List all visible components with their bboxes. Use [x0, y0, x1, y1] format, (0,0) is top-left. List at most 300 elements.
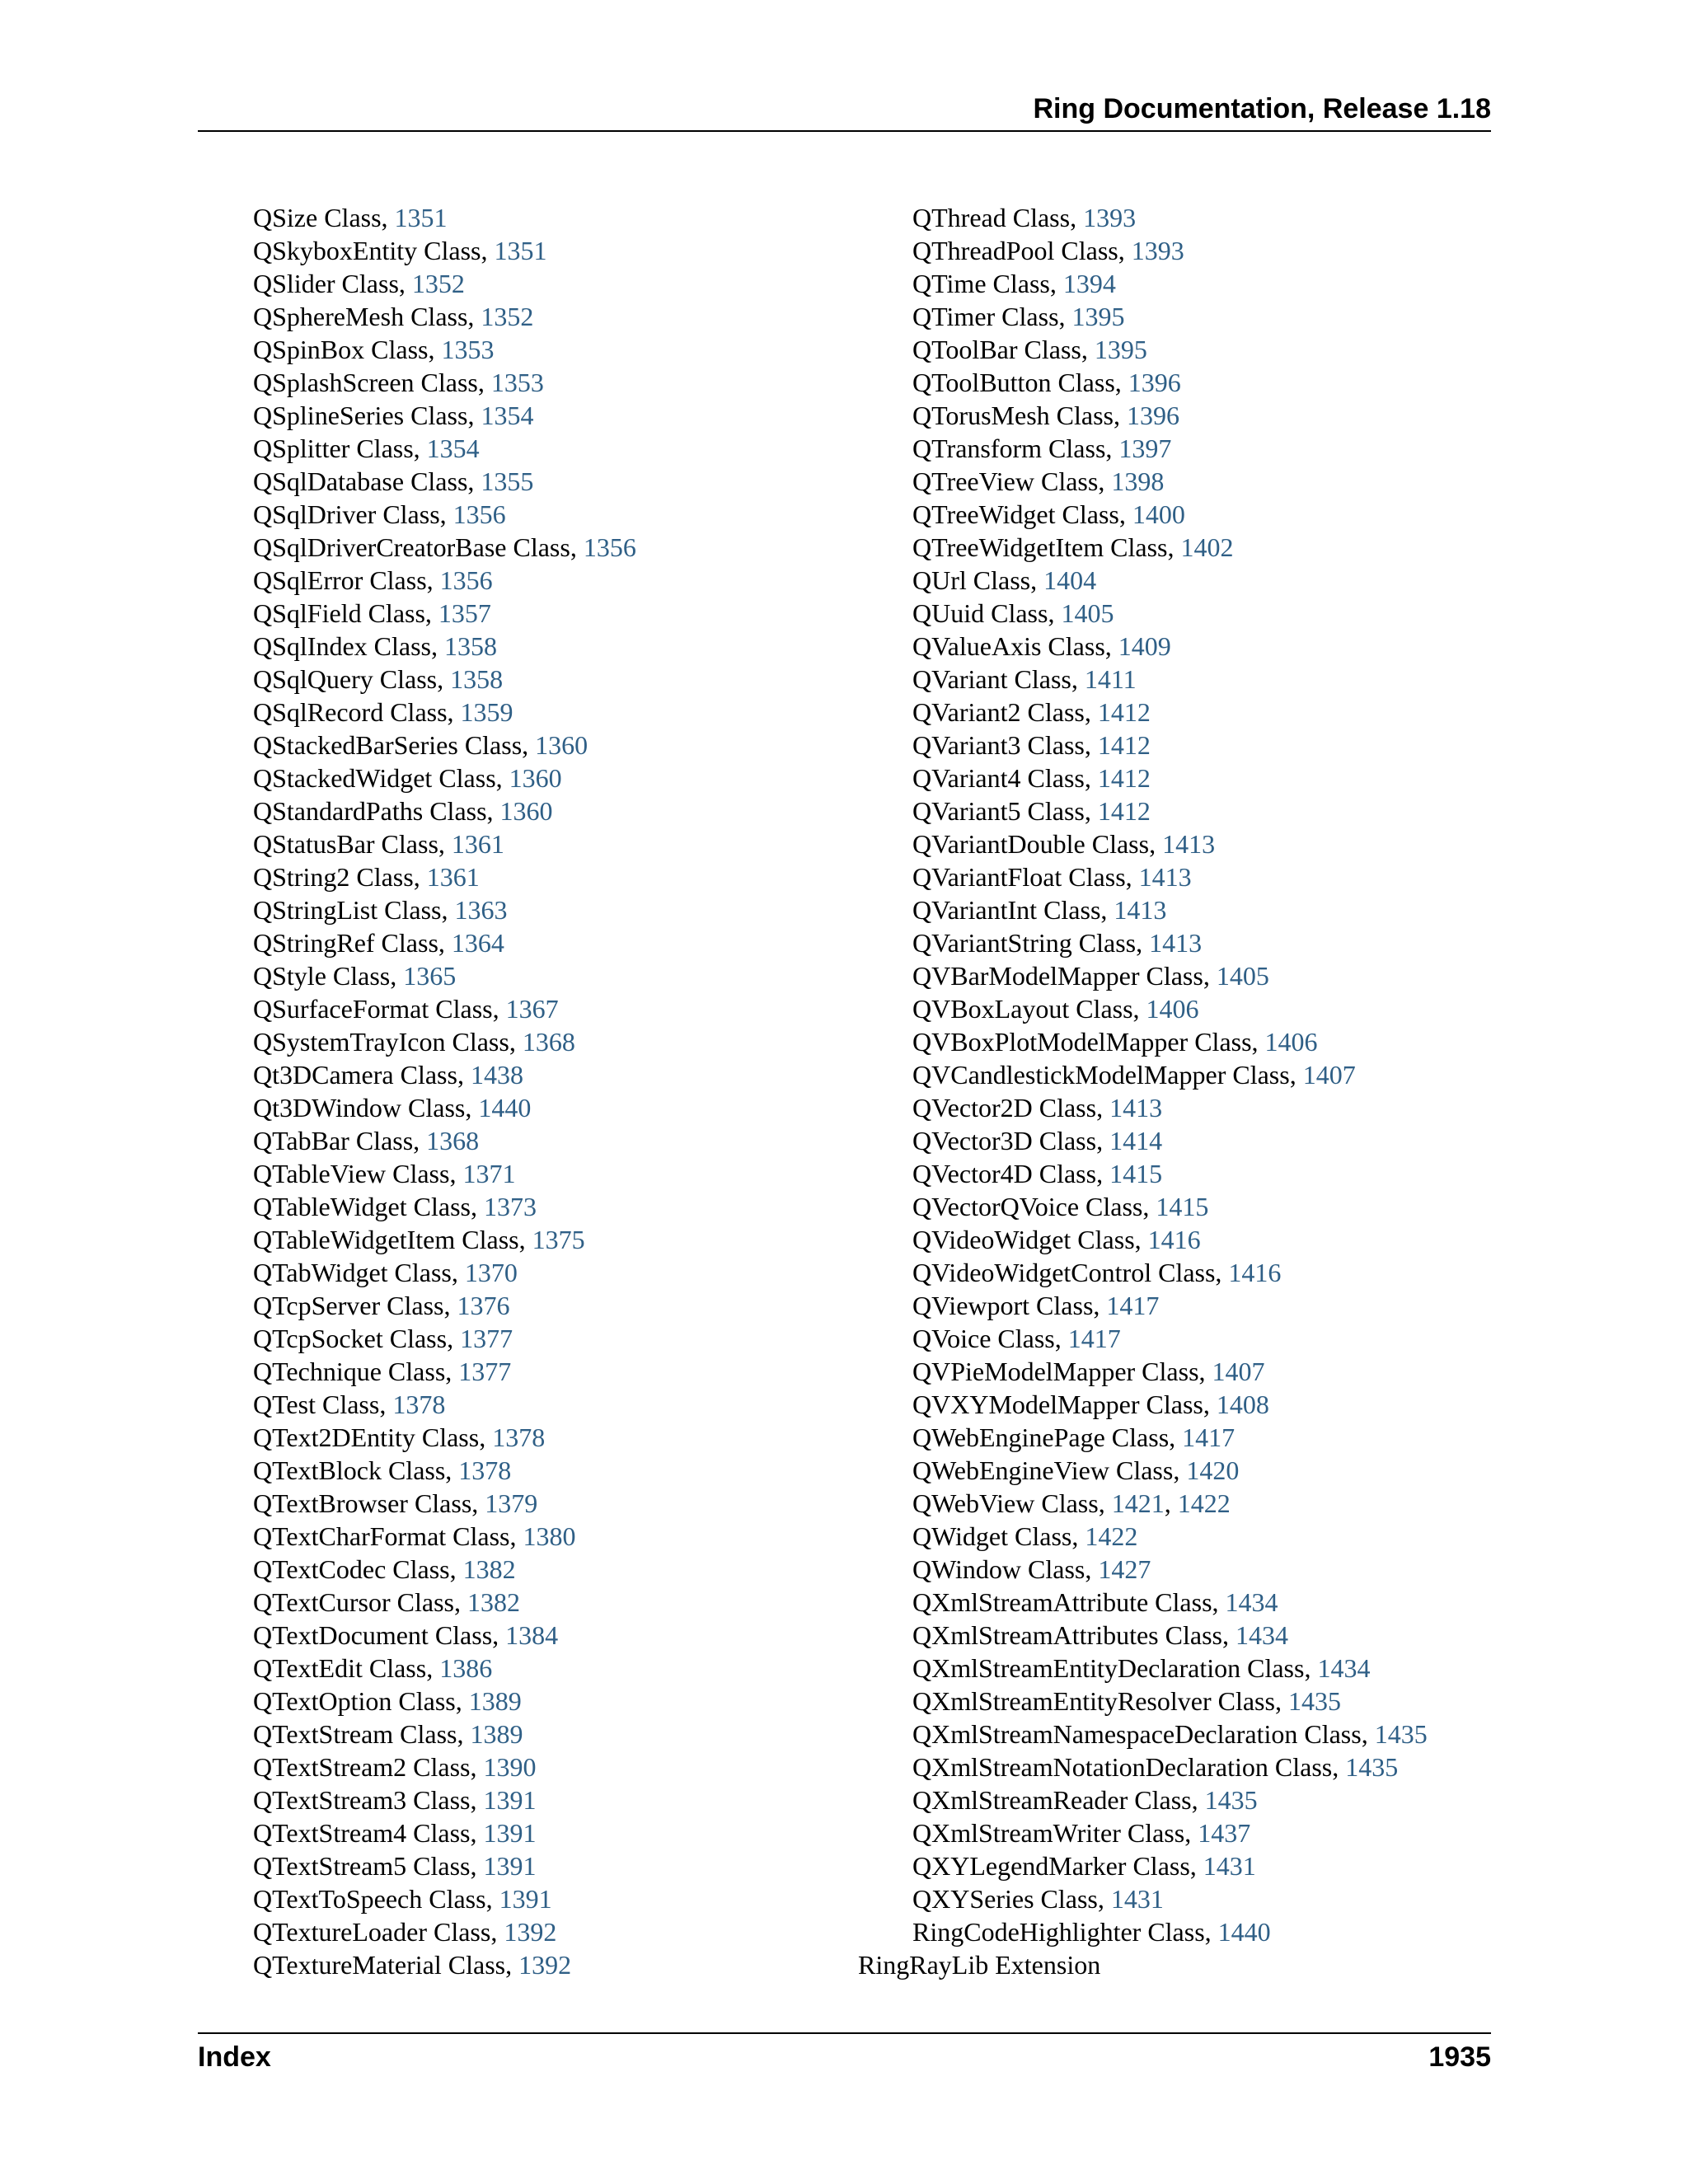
index-entry: Qt3DCamera Class, 1438 — [253, 1060, 523, 1090]
page-link[interactable]: 1438 — [470, 1060, 523, 1090]
page-link[interactable]: 1420 — [1186, 1455, 1240, 1485]
index-entry-name: QSize Class — [253, 203, 382, 232]
index-entry-name: QTreeView Class — [912, 466, 1099, 496]
index-entry: QTabBar Class, 1368 — [253, 1126, 480, 1155]
index-entry: QVCandlestickModelMapper Class, 1407 — [912, 1060, 1356, 1090]
index-entry-name: QSqlError Class — [253, 565, 427, 595]
index-entry: QText2DEntity Class, 1378 — [253, 1422, 546, 1452]
index-entry-name: QVariantFloat Class — [912, 862, 1126, 892]
index-entry: QStandardPaths Class, 1360 — [253, 796, 553, 826]
index-entry-name: QTabBar Class — [253, 1126, 414, 1155]
page-link[interactable]: 1431 — [1203, 1851, 1256, 1881]
index-entry-name: QXmlStreamAttribute Class — [912, 1587, 1212, 1617]
index-entry: QWebView Class, 1421, 1422 — [912, 1488, 1231, 1518]
page-link[interactable]: 1417 — [1067, 1324, 1121, 1353]
page-link[interactable]: 1391 — [499, 1884, 552, 1914]
index-entry-name: QText2DEntity Class — [253, 1422, 480, 1452]
index-entry: QTextStream4 Class, 1391 — [253, 1818, 537, 1848]
index-entry: QSurfaceFormat Class, 1367 — [253, 994, 559, 1024]
index-entry-name: QValueAxis Class — [912, 631, 1105, 661]
page-link[interactable]: 1412 — [1097, 763, 1151, 793]
page-link[interactable]: 1389 — [470, 1719, 523, 1749]
index-entry-name: QTextOption Class — [253, 1686, 456, 1716]
index-entry-name: QTechnique Class — [253, 1357, 446, 1386]
page-link[interactable]: 1390 — [483, 1752, 537, 1782]
index-entry-name: QUuid Class — [912, 598, 1048, 628]
index-entry-name: RingRayLib Extension — [858, 1950, 1101, 1980]
page-link[interactable]: 1421 — [1111, 1488, 1165, 1518]
index-entry: QSplineSeries Class, 1354 — [253, 401, 534, 430]
page-link[interactable]: 1396 — [1128, 368, 1181, 397]
index-entry-name: QViewport Class — [912, 1291, 1094, 1320]
index-entry: QVBoxPlotModelMapper Class, 1406 — [912, 1027, 1318, 1057]
index-entry-name: QSystemTrayIcon Class — [253, 1027, 509, 1057]
index-entry-name: QTextureLoader Class — [253, 1917, 491, 1947]
index-entry: QXmlStreamAttribute Class, 1434 — [912, 1587, 1278, 1617]
footer-page-number: 1935 — [1428, 2041, 1491, 2073]
page-link[interactable]: 1435 — [1204, 1785, 1258, 1815]
index-entry: QSkyboxEntity Class, 1351 — [253, 236, 547, 265]
index-entry-name: QSlider Class — [253, 269, 399, 298]
page-link[interactable]: 1363 — [454, 895, 508, 925]
page-link[interactable]: 1357 — [438, 598, 491, 628]
page-link[interactable]: 1359 — [460, 697, 513, 727]
index-entry-name: QTest Class — [253, 1390, 380, 1419]
index-entry: QTechnique Class, 1377 — [253, 1357, 512, 1386]
index-entry: QSqlField Class, 1357 — [253, 598, 491, 628]
index-entry: QVariantInt Class, 1413 — [912, 895, 1167, 925]
index-entry-name: QVPieModelMapper Class — [912, 1357, 1199, 1386]
index-entry-name: QWindow Class — [912, 1554, 1085, 1584]
index-entry-name: QStringList Class — [253, 895, 442, 925]
index-entry: QStackedBarSeries Class, 1360 — [253, 730, 588, 760]
index-entry: QTime Class, 1394 — [912, 269, 1116, 298]
page-link[interactable]: 1440 — [1217, 1917, 1271, 1947]
index-entry: QSqlDriver Class, 1356 — [253, 499, 506, 529]
index-entry-name: QVoice Class — [912, 1324, 1055, 1353]
page-link[interactable]: 1382 — [462, 1554, 516, 1584]
page-link[interactable]: 1397 — [1118, 434, 1172, 463]
index-entry-name: QTextBlock Class — [253, 1455, 446, 1485]
index-entry: QXYSeries Class, 1431 — [912, 1884, 1164, 1914]
index-entry-name: QStandardPaths Class — [253, 796, 487, 826]
page-link[interactable]: 1354 — [426, 434, 480, 463]
index-entry-name: QVCandlestickModelMapper Class — [912, 1060, 1290, 1090]
page-link[interactable]: 1396 — [1126, 401, 1179, 430]
index-entry-name: QTextStream5 Class — [253, 1851, 471, 1881]
index-entry-name: QThread Class — [912, 203, 1071, 232]
index-entry: QSqlIndex Class, 1358 — [253, 631, 497, 661]
index-entry: QVariant2 Class, 1412 — [912, 697, 1151, 727]
index-entry: QWindow Class, 1427 — [912, 1554, 1151, 1584]
index-entry: QStyle Class, 1365 — [253, 961, 457, 991]
index-entry: QVBarModelMapper Class, 1405 — [912, 961, 1269, 991]
page-link[interactable]: 1404 — [1043, 565, 1097, 595]
page-link[interactable]: 1406 — [1264, 1027, 1318, 1057]
page-link[interactable]: 1422 — [1085, 1521, 1138, 1551]
index-entry-name: QVariant3 Class — [912, 730, 1085, 760]
page-link[interactable]: 1351 — [394, 203, 448, 232]
index-entry-name: QSqlDriverCreatorBase Class — [253, 532, 570, 562]
index-entry: QVPieModelMapper Class, 1407 — [912, 1357, 1265, 1386]
index-entry: QVariant Class, 1411 — [912, 664, 1137, 694]
index-entry-name: QXYLegendMarker Class — [912, 1851, 1190, 1881]
page-link[interactable]: 1435 — [1287, 1686, 1341, 1716]
page-link[interactable]: 1378 — [458, 1455, 512, 1485]
index-entry-name: QXmlStreamNamespaceDeclaration Class — [912, 1719, 1362, 1749]
index-entry-name: QSqlQuery Class — [253, 664, 438, 694]
index-entry: QSplitter Class, 1354 — [253, 434, 480, 463]
index-entry: QSqlDatabase Class, 1355 — [253, 466, 534, 496]
index-entry-name: QVideoWidget Class — [912, 1225, 1135, 1254]
index-entry: QValueAxis Class, 1409 — [912, 631, 1171, 661]
page-link[interactable]: 1402 — [1180, 532, 1234, 562]
page-link[interactable]: 1412 — [1097, 697, 1151, 727]
page-link[interactable]: 1373 — [483, 1192, 537, 1221]
index-entry: QXmlStreamAttributes Class, 1434 — [912, 1620, 1288, 1650]
index-entry: QXmlStreamWriter Class, 1437 — [912, 1818, 1251, 1848]
index-entry: QSize Class, 1351 — [253, 203, 448, 232]
page-link[interactable]: 1407 — [1302, 1060, 1356, 1090]
index-entry-name: QTextEdit Class — [253, 1653, 427, 1683]
index-entry-name: QThreadPool Class — [912, 236, 1118, 265]
page-link[interactable]: 1368 — [522, 1027, 575, 1057]
page-link[interactable]: 1393 — [1083, 203, 1137, 232]
page-link[interactable]: 1377 — [458, 1357, 512, 1386]
index-entry: QTextToSpeech Class, 1391 — [253, 1884, 552, 1914]
index-entry-name: QVideoWidgetControl Class — [912, 1258, 1216, 1287]
index-entry: QTextStream2 Class, 1390 — [253, 1752, 537, 1782]
page-link[interactable]: 1376 — [457, 1291, 510, 1320]
index-entry-name: QStringRef Class — [253, 928, 438, 958]
index-entry-name: QSurfaceFormat Class — [253, 994, 493, 1024]
index-entry-name: QXmlStreamEntityResolver Class — [912, 1686, 1275, 1716]
index-entry-name: RingCodeHighlighter Class — [912, 1917, 1205, 1947]
index-entry-name: QVector3D Class — [912, 1126, 1097, 1155]
index-entry-name: QTreeWidgetItem Class — [912, 532, 1168, 562]
index-entry: QViewport Class, 1417 — [912, 1291, 1160, 1320]
index-entry: QTextCharFormat Class, 1380 — [253, 1521, 576, 1551]
index-entry-name: QVariant4 Class — [912, 763, 1085, 793]
index-entry-name: QWebEnginePage Class — [912, 1422, 1170, 1452]
index-entry-name: QVXYModelMapper Class — [912, 1390, 1203, 1419]
page-link[interactable]: 1405 — [1216, 961, 1269, 991]
page-link[interactable]: 1394 — [1062, 269, 1116, 298]
index-entry-name: QTextCharFormat Class — [253, 1521, 510, 1551]
index-entry: QTextOption Class, 1389 — [253, 1686, 522, 1716]
page-link[interactable]: 1398 — [1111, 466, 1165, 496]
page-link[interactable]: 1417 — [1182, 1422, 1236, 1452]
index-entry-name: QSqlField Class — [253, 598, 425, 628]
index-entry-name: QSkyboxEntity Class — [253, 236, 481, 265]
index-entry: QVector4D Class, 1415 — [912, 1159, 1163, 1188]
page-link[interactable]: 1411 — [1084, 664, 1137, 694]
index-entry: QTextureLoader Class, 1392 — [253, 1917, 557, 1947]
page-link[interactable]: 1365 — [403, 961, 457, 991]
page-link[interactable]: 1417 — [1106, 1291, 1160, 1320]
page-link[interactable]: 1371 — [462, 1159, 516, 1188]
index-entry — [858, 1948, 1428, 1981]
index-entry-name: QSphereMesh Class — [253, 302, 468, 331]
index-entry: QTransform Class, 1397 — [912, 434, 1172, 463]
page-link[interactable]: 1367 — [505, 994, 559, 1024]
index-entry: QWebEngineView Class, 1420 — [912, 1455, 1240, 1485]
index-entry: QUuid Class, 1405 — [912, 598, 1114, 628]
index-entry-name: QTcpSocket Class — [253, 1324, 448, 1353]
page-link[interactable]: 1391 — [483, 1785, 537, 1815]
index-entry-name: QStackedBarSeries Class — [253, 730, 523, 760]
index-entry-name: QSpinBox Class — [253, 335, 429, 364]
index-entry-name: QTcpServer Class — [253, 1291, 444, 1320]
index-entry: QWebEnginePage Class, 1417 — [912, 1422, 1236, 1452]
index-entry: QTableWidgetItem Class, 1375 — [253, 1225, 585, 1254]
page-link[interactable]: 1406 — [1146, 994, 1199, 1024]
index-entry: QVideoWidget Class, 1416 — [912, 1225, 1201, 1254]
index-entry-name: QXmlStreamNotationDeclaration Class — [912, 1752, 1333, 1782]
page-link[interactable]: 1435 — [1374, 1719, 1428, 1749]
index-entry: QSqlRecord Class, 1359 — [253, 697, 513, 727]
index-entry-name: QSqlIndex Class — [253, 631, 431, 661]
page-link[interactable]: 1384 — [505, 1620, 559, 1650]
index-entry-name: QTextBrowser Class — [253, 1488, 472, 1518]
index-entry-name: QXmlStreamEntityDeclaration Class — [912, 1653, 1305, 1683]
page-link[interactable]: 1413 — [1138, 862, 1192, 892]
page-link[interactable]: 1386 — [439, 1653, 493, 1683]
page-link[interactable]: 1392 — [504, 1917, 557, 1947]
index-entry-name: QSqlRecord Class — [253, 697, 448, 727]
page-link[interactable]: 1375 — [532, 1225, 585, 1254]
page-link[interactable]: 1351 — [494, 236, 547, 265]
page-link[interactable]: 1416 — [1147, 1225, 1201, 1254]
index-entry: QThreadPool Class, 1393 — [912, 236, 1184, 265]
page-link[interactable]: 1352 — [411, 269, 465, 298]
index-entry: QToolButton Class, 1396 — [912, 368, 1181, 397]
index-entry-name: QVBoxLayout Class — [912, 994, 1133, 1024]
page-link[interactable]: 1405 — [1061, 598, 1114, 628]
page-link[interactable]: 1413 — [1109, 1093, 1163, 1122]
index-entry: QTextStream Class, 1389 — [253, 1719, 523, 1749]
page-link[interactable]: 1415 — [1109, 1159, 1163, 1188]
index-entry-name: QXmlStreamAttributes Class — [912, 1620, 1222, 1650]
index-entry-name: QTextureMaterial Class — [253, 1950, 506, 1980]
page-link[interactable]: 1392 — [518, 1950, 572, 1980]
index-entry-name: QTransform Class — [912, 434, 1106, 463]
page-link[interactable]: 1407 — [1212, 1357, 1265, 1386]
page-link[interactable]: 1408 — [1216, 1390, 1269, 1419]
index-entry: QUrl Class, 1404 — [912, 565, 1097, 595]
index-entry-name: QSqlDatabase Class — [253, 466, 468, 496]
index-entry-name: QTextCodec Class — [253, 1554, 450, 1584]
index-entry-name: QTextStream2 Class — [253, 1752, 471, 1782]
page-link[interactable]: 1360 — [509, 763, 562, 793]
index-entry: QTextureMaterial Class, 1392 — [253, 1950, 572, 1980]
index-entry-name: QUrl Class — [912, 565, 1031, 595]
index-entry: QTreeWidgetItem Class, 1402 — [912, 532, 1234, 562]
index-entry: QXmlStreamNotationDeclaration Class, 1435 — [912, 1752, 1399, 1782]
page-link[interactable]: 1409 — [1118, 631, 1171, 661]
page-link[interactable]: 1431 — [1110, 1884, 1164, 1914]
page-link[interactable]: 1356 — [439, 565, 493, 595]
index-entry-name: QTextStream3 Class — [253, 1785, 471, 1815]
index-entry-name: QVariant2 Class — [912, 697, 1085, 727]
page-link[interactable]: 1389 — [468, 1686, 522, 1716]
index-entry: QTextBrowser Class, 1379 — [253, 1488, 538, 1518]
index-entry: QSqlDriverCreatorBase Class, 1356 — [253, 532, 636, 562]
index-entry: QXmlStreamReader Class, 1435 — [912, 1785, 1258, 1815]
index-entry: QXYLegendMarker Class, 1431 — [912, 1851, 1256, 1881]
page-link[interactable]: 1352 — [481, 302, 534, 331]
page-link[interactable]: 1413 — [1114, 895, 1167, 925]
index-entry: QTableView Class, 1371 — [253, 1159, 516, 1188]
page-link[interactable]: 1356 — [583, 532, 636, 562]
page-link[interactable]: 1437 — [1198, 1818, 1251, 1848]
index-entry-name: QString2 Class — [253, 862, 414, 892]
index-entry: QVariantFloat Class, 1413 — [912, 862, 1192, 892]
page-link[interactable]: 1356 — [452, 499, 506, 529]
page-link[interactable]: 1358 — [450, 664, 504, 694]
page-link[interactable]: 1416 — [1228, 1258, 1282, 1287]
index-entry: QTcpServer Class, 1376 — [253, 1291, 510, 1320]
page-link[interactable]: 1360 — [535, 730, 588, 760]
page-link[interactable]: 1361 — [426, 862, 480, 892]
index-entry: QStringList Class, 1363 — [253, 895, 508, 925]
page-link[interactable]: 1427 — [1098, 1554, 1151, 1584]
index-entry: QSpinBox Class, 1353 — [253, 335, 495, 364]
page-link[interactable]: 1355 — [481, 466, 534, 496]
index-entry: QVXYModelMapper Class, 1408 — [912, 1390, 1269, 1419]
index-entry: QTreeWidget Class, 1400 — [912, 499, 1185, 529]
index-entry-name: QSqlDriver Class — [253, 499, 440, 529]
page-link[interactable]: 1377 — [460, 1324, 513, 1353]
index-entry: QSqlError Class, 1356 — [253, 565, 493, 595]
index-entry: QTextStream3 Class, 1391 — [253, 1785, 537, 1815]
index-entry: QVector3D Class, 1414 — [912, 1126, 1163, 1155]
index-entry-name: QTreeWidget Class — [912, 499, 1119, 529]
page-link[interactable]: 1412 — [1097, 730, 1151, 760]
index-entry-name: QVectorQVoice Class — [912, 1192, 1143, 1221]
page-link[interactable]: 1393 — [1131, 236, 1184, 265]
index-entry-name: QVariantDouble Class — [912, 829, 1150, 859]
index-entry: QTreeView Class, 1398 — [912, 466, 1165, 496]
index-entry-name: QTextDocument Class — [253, 1620, 493, 1650]
page-link[interactable]: 1368 — [426, 1126, 480, 1155]
page-link[interactable]: 1413 — [1149, 928, 1203, 958]
index-entry-name: QVariant5 Class — [912, 796, 1085, 826]
page-link[interactable]: 1354 — [481, 401, 534, 430]
index-entry: RingCodeHighlighter Class, 1440 — [912, 1917, 1271, 1947]
index-entry-name: QVector2D Class — [912, 1093, 1097, 1122]
index-entry: QTorusMesh Class, 1396 — [912, 401, 1179, 430]
page-link[interactable]: 1395 — [1094, 335, 1147, 364]
index-column-left — [253, 201, 636, 1981]
page-link[interactable]: 1434 — [1235, 1620, 1288, 1650]
index-entry-name: QSplineSeries Class — [253, 401, 468, 430]
index-entry-name: QTextToSpeech Class — [253, 1884, 486, 1914]
index-entry: QTextEdit Class, 1386 — [253, 1653, 493, 1683]
page-link[interactable]: 1379 — [485, 1488, 538, 1518]
index-column-right — [858, 201, 1428, 1981]
index-entry: QSlider Class, 1352 — [253, 269, 465, 298]
index-entry-name: QTextCursor Class — [253, 1587, 454, 1617]
page-link[interactable]: 1434 — [1317, 1653, 1371, 1683]
page-link[interactable]: 1382 — [467, 1587, 520, 1617]
index-entry: QVectorQVoice Class, 1415 — [912, 1192, 1209, 1221]
index-entry: QVariant5 Class, 1412 — [912, 796, 1151, 826]
page-link[interactable]: 1370 — [464, 1258, 518, 1287]
header-divider — [198, 130, 1491, 132]
page-link[interactable]: 1378 — [392, 1390, 446, 1419]
index-entry: QToolBar Class, 1395 — [912, 335, 1147, 364]
page-link[interactable]: 1413 — [1162, 829, 1216, 859]
index-entry: QVBoxLayout Class, 1406 — [912, 994, 1199, 1024]
index-entry: QXmlStreamEntityResolver Class, 1435 — [912, 1686, 1341, 1716]
index-entry-name: QTextStream Class — [253, 1719, 457, 1749]
page-link[interactable]: 1360 — [499, 796, 553, 826]
index-entry-name: QWidget Class — [912, 1521, 1072, 1551]
page-link[interactable]: 1358 — [444, 631, 497, 661]
index-entry: QVariantString Class, 1413 — [912, 928, 1203, 958]
page-link[interactable]: 1422 — [1177, 1488, 1231, 1518]
page-link[interactable]: 1391 — [483, 1851, 537, 1881]
page-link[interactable]: 1435 — [1345, 1752, 1399, 1782]
index-entry-name: QVariant Class — [912, 664, 1071, 694]
index-entry: QVector2D Class, 1413 — [912, 1093, 1163, 1122]
index-entry-name: QXmlStreamReader Class — [912, 1785, 1192, 1815]
page-link[interactable]: 1353 — [441, 335, 495, 364]
index-entry-name: QStyle Class — [253, 961, 391, 991]
page-link[interactable]: 1395 — [1071, 302, 1125, 331]
index-entry: QVariantDouble Class, 1413 — [912, 829, 1216, 859]
index-entry-name: QSplitter Class — [253, 434, 414, 463]
page-link[interactable]: 1440 — [478, 1093, 532, 1122]
index-entry: QStringRef Class, 1364 — [253, 928, 504, 958]
index-entry: QTableWidget Class, 1373 — [253, 1192, 537, 1221]
index-entry: QVariant3 Class, 1412 — [912, 730, 1151, 760]
page-link[interactable]: 1412 — [1097, 796, 1151, 826]
footer-section-label: Index — [198, 2041, 271, 2073]
page-link[interactable]: 1378 — [492, 1422, 546, 1452]
index-entry: QVariant4 Class, 1412 — [912, 763, 1151, 793]
index-entry-name: QToolButton Class — [912, 368, 1115, 397]
index-entry: QTextBlock Class, 1378 — [253, 1455, 512, 1485]
index-entry-name: QVariantString Class — [912, 928, 1137, 958]
index-entry-name: QToolBar Class — [912, 335, 1081, 364]
index-entry: QTextCodec Class, 1382 — [253, 1554, 516, 1584]
page-link[interactable]: 1380 — [523, 1521, 576, 1551]
page-link[interactable]: 1364 — [451, 928, 504, 958]
index-entry-name: QTabWidget Class — [253, 1258, 452, 1287]
page-link[interactable]: 1415 — [1156, 1192, 1209, 1221]
page-link[interactable]: 1400 — [1132, 499, 1185, 529]
index-entry-name: QTime Class — [912, 269, 1050, 298]
index-entry: QWidget Class, 1422 — [912, 1521, 1138, 1551]
index-entry-name: QTableView Class — [253, 1159, 450, 1188]
index-entry-name: QTorusMesh Class — [912, 401, 1114, 430]
page-link[interactable]: 1434 — [1225, 1587, 1278, 1617]
page-link[interactable]: 1353 — [490, 368, 544, 397]
page-link[interactable]: 1391 — [483, 1818, 537, 1848]
index-entry: QXmlStreamEntityDeclaration Class, 1434 — [912, 1653, 1371, 1683]
index-entry: QThread Class, 1393 — [912, 203, 1137, 232]
index-entry-name: QTableWidgetItem Class — [253, 1225, 519, 1254]
index-entry-name: QTableWidget Class — [253, 1192, 471, 1221]
index-entry: QSphereMesh Class, 1352 — [253, 302, 534, 331]
running-header-title: Ring Documentation, Release 1.18 — [1033, 93, 1491, 124]
page-link[interactable]: 1414 — [1109, 1126, 1163, 1155]
index-entry-name: Qt3DCamera Class — [253, 1060, 457, 1090]
index-entry: QTextDocument Class, 1384 — [253, 1620, 559, 1650]
page-link[interactable]: 1361 — [451, 829, 504, 859]
